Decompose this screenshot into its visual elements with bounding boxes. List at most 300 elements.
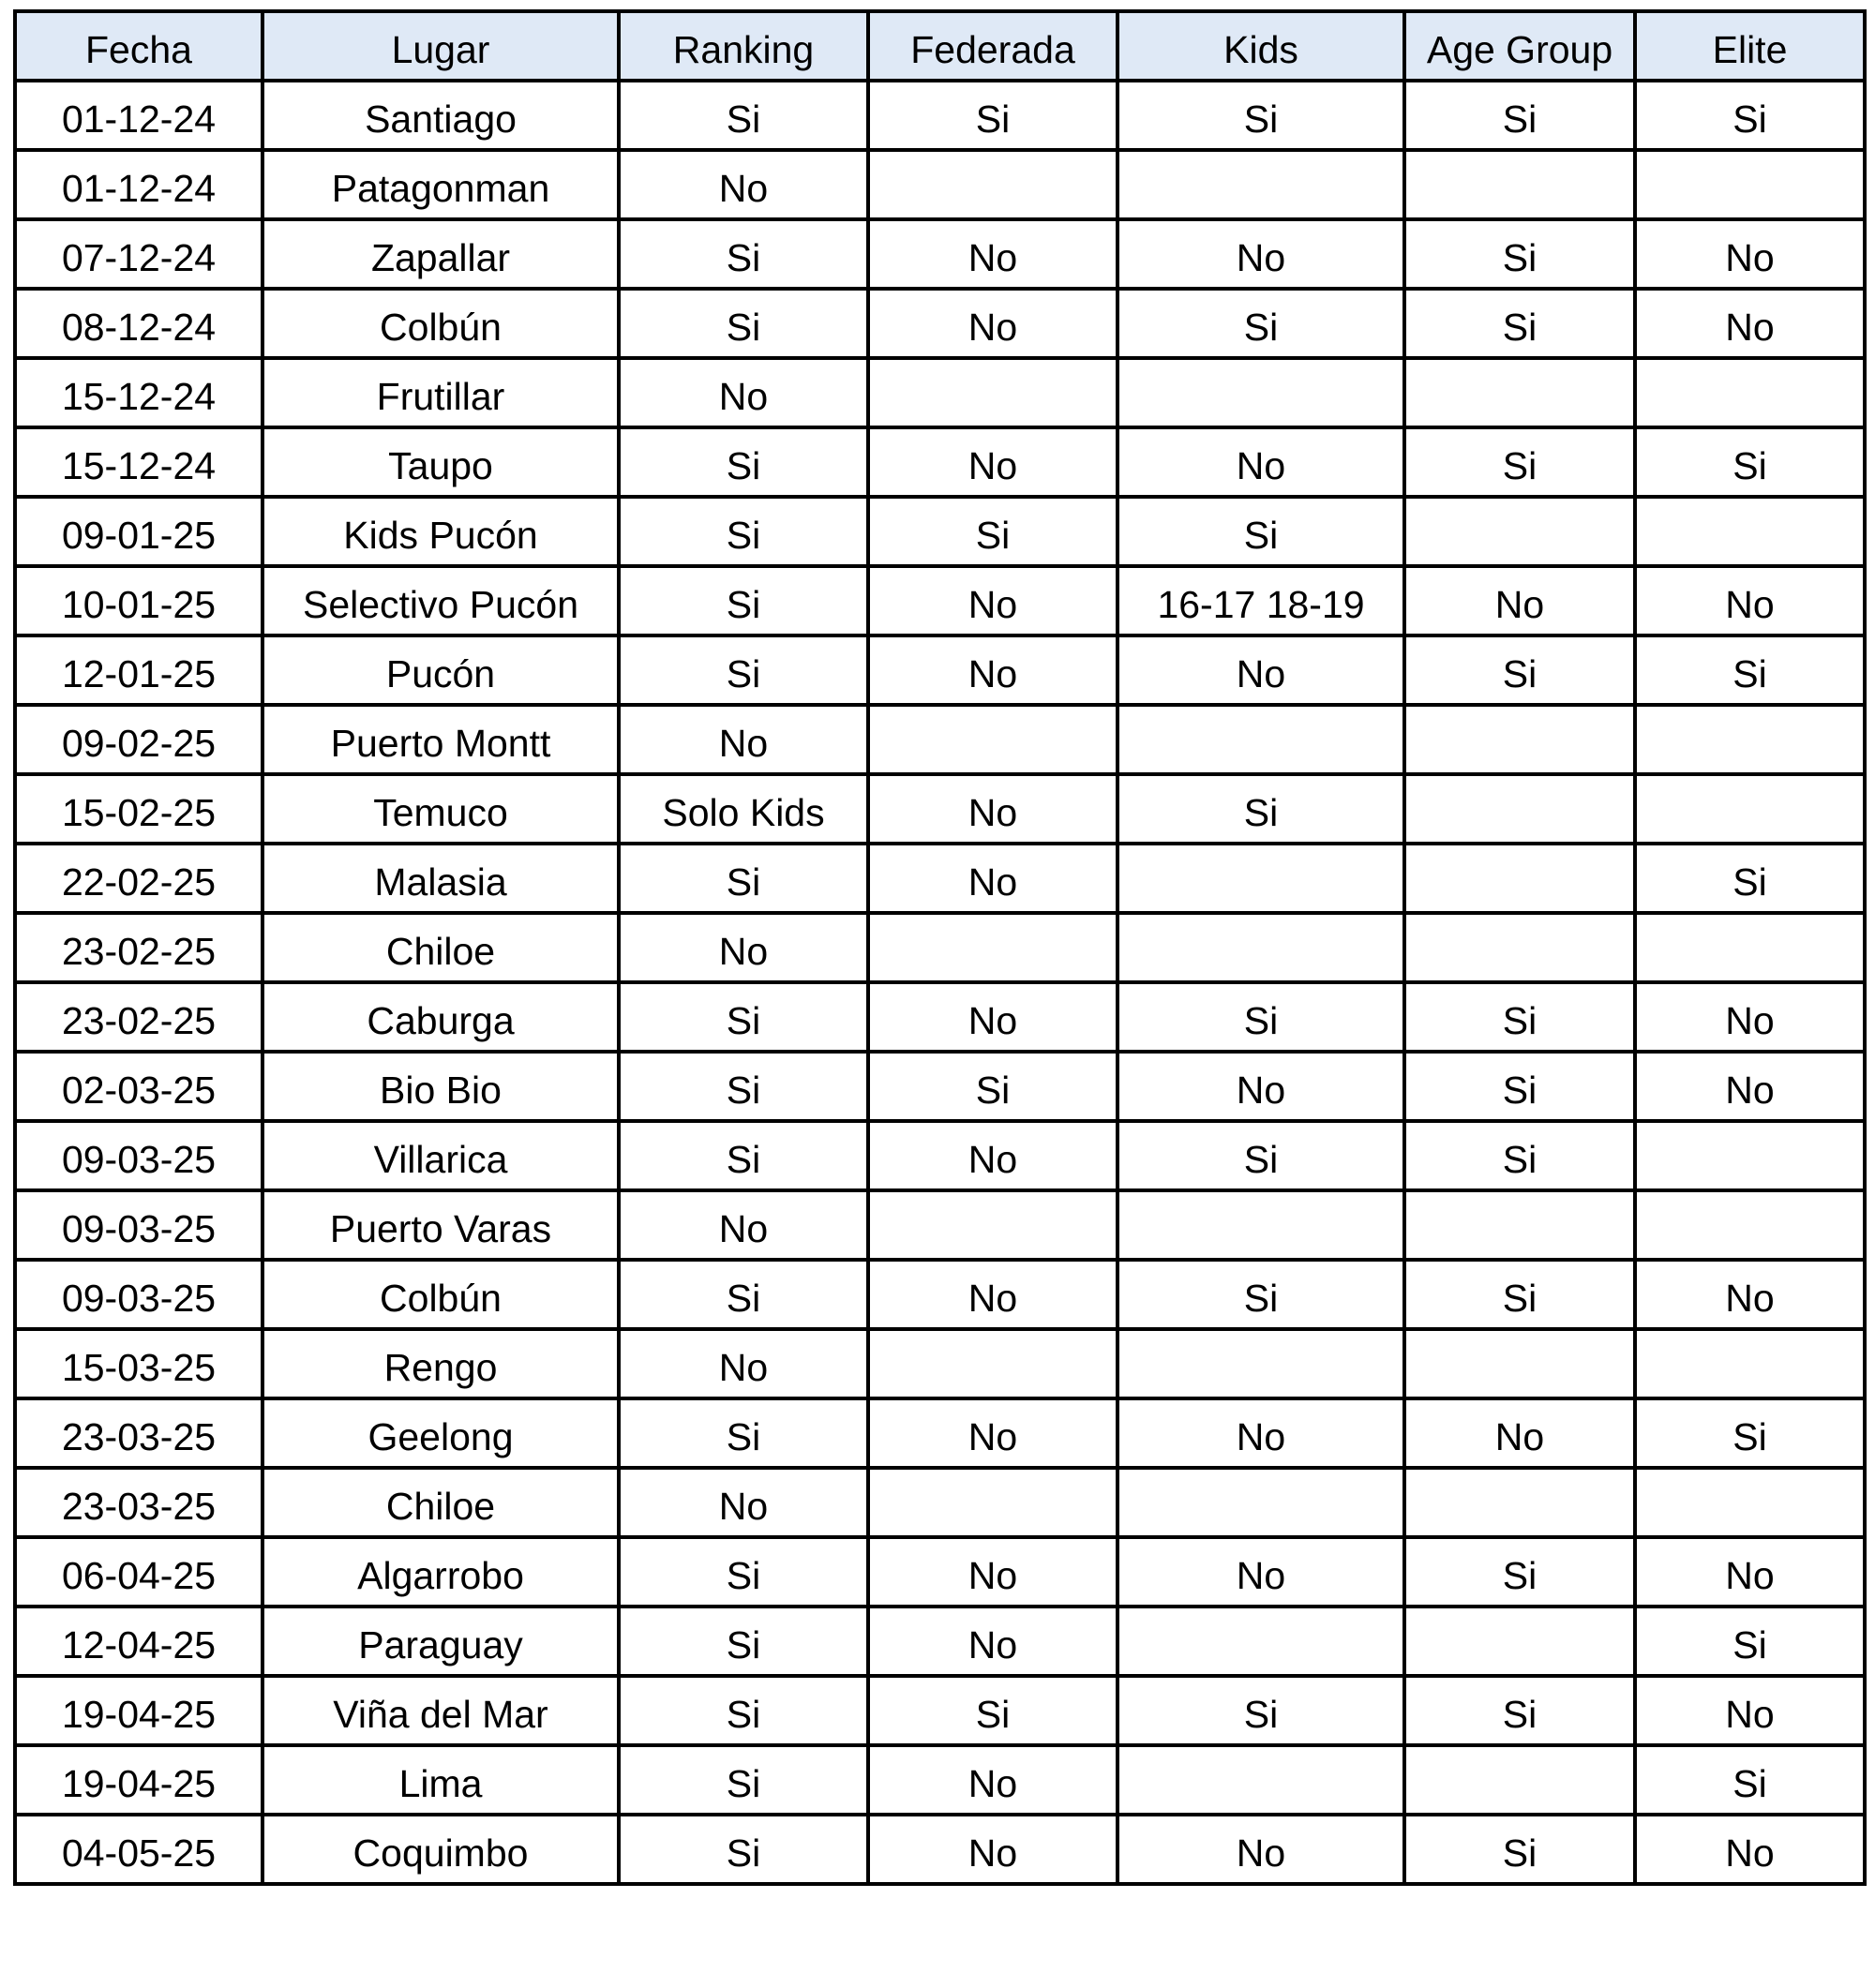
cell-age-group [1404, 1398, 1635, 1468]
cell-ranking-value: Si [726, 1276, 761, 1320]
header-ranking-label: Ranking [672, 27, 815, 71]
cell-elite [1635, 1398, 1865, 1468]
cell-age-group-value: Si [1502, 97, 1538, 141]
cell-lugar [262, 1537, 619, 1607]
cell-kids [1118, 1329, 1404, 1398]
cell-lugar-value: Taupo [388, 443, 493, 487]
cell-lugar [262, 358, 619, 427]
cell-elite-value: Si [1732, 1414, 1767, 1458]
cell-elite-value: No [1725, 1692, 1775, 1736]
header-age-group [1404, 11, 1635, 81]
cell-lugar-value: Frutillar [376, 374, 505, 418]
cell-kids [1118, 1468, 1404, 1537]
cell-fecha-value: 23-02-25 [61, 998, 217, 1042]
cell-elite-value: No [1725, 1831, 1775, 1875]
cell-lugar [262, 1815, 619, 1884]
cell-kids [1118, 1815, 1404, 1884]
cell-age-group [1404, 635, 1635, 705]
table-row [15, 427, 1865, 497]
cell-fecha-value: 12-04-25 [61, 1622, 217, 1667]
cell-kids [1118, 1052, 1404, 1121]
cell-ranking [619, 705, 868, 774]
cell-fecha-value: 15-03-25 [61, 1345, 217, 1389]
cell-lugar-value: Viña del Mar [333, 1692, 548, 1736]
cell-ranking [619, 1190, 868, 1260]
cell-kids [1118, 1745, 1404, 1815]
cell-federada [868, 497, 1118, 566]
cell-ranking-value: No [718, 929, 769, 973]
cell-lugar [262, 289, 619, 358]
cell-fecha [15, 774, 262, 844]
cell-ranking-value: No [718, 721, 769, 765]
cell-age-group [1404, 1676, 1635, 1745]
cell-age-group [1404, 1537, 1635, 1607]
cell-fecha-value: 02-03-25 [61, 1068, 217, 1112]
table-row [15, 1190, 1865, 1260]
cell-federada [868, 150, 1118, 219]
cell-age-group-value: Si [1502, 1831, 1538, 1875]
cell-age-group [1404, 1815, 1635, 1884]
cell-ranking-value: Si [726, 1068, 761, 1112]
cell-fecha [15, 1052, 262, 1121]
cell-elite-value: No [1725, 235, 1775, 279]
cell-fecha-value: 06-04-25 [61, 1553, 217, 1597]
cell-lugar-value: Coquimbo [352, 1831, 529, 1875]
cell-fecha-value: 23-02-25 [61, 929, 217, 973]
schedule-table [13, 9, 1867, 1886]
cell-lugar [262, 982, 619, 1052]
cell-ranking [619, 1121, 868, 1190]
cell-lugar [262, 497, 619, 566]
cell-elite [1635, 427, 1865, 497]
cell-elite [1635, 1329, 1865, 1398]
cell-federada-value: No [968, 1137, 1018, 1181]
cell-ranking [619, 427, 868, 497]
cell-federada [868, 566, 1118, 635]
cell-lugar-value: Colbún [380, 305, 502, 349]
cell-lugar-value: Zapallar [370, 235, 511, 279]
cell-federada [868, 1329, 1118, 1398]
cell-federada [868, 844, 1118, 913]
table-row [15, 774, 1865, 844]
header-lugar [262, 11, 619, 81]
cell-lugar-value: Rengo [383, 1345, 498, 1389]
cell-fecha [15, 219, 262, 289]
cell-lugar-value: Geelong [368, 1414, 514, 1458]
cell-ranking [619, 982, 868, 1052]
cell-age-group-value: No [1494, 582, 1545, 626]
table-row [15, 635, 1865, 705]
cell-lugar [262, 566, 619, 635]
cell-ranking [619, 1468, 868, 1537]
cell-lugar [262, 1676, 619, 1745]
cell-fecha [15, 705, 262, 774]
cell-age-group-value: Si [1502, 998, 1538, 1042]
cell-lugar [262, 913, 619, 982]
cell-lugar-value: Caburga [367, 998, 515, 1042]
cell-ranking [619, 1537, 868, 1607]
cell-lugar-value: Pucón [385, 651, 496, 695]
table-body [15, 81, 1865, 1884]
cell-ranking-value: Si [726, 1831, 761, 1875]
cell-lugar [262, 150, 619, 219]
cell-federada-value: Si [975, 1692, 1011, 1736]
cell-fecha [15, 1329, 262, 1398]
cell-federada [868, 982, 1118, 1052]
cell-kids [1118, 1121, 1404, 1190]
cell-ranking [619, 566, 868, 635]
cell-federada-value: No [968, 1276, 1018, 1320]
cell-kids-value: No [1236, 1553, 1286, 1597]
cell-fecha-value: 09-03-25 [61, 1206, 217, 1250]
table-row [15, 1398, 1865, 1468]
cell-elite-value: Si [1732, 97, 1767, 141]
cell-federada-value: No [968, 998, 1018, 1042]
cell-fecha [15, 1607, 262, 1676]
cell-fecha-value: 19-04-25 [61, 1761, 217, 1805]
cell-ranking-value: No [718, 166, 769, 210]
cell-elite-value: Si [1732, 443, 1767, 487]
cell-lugar-value: Selectivo Pucón [302, 582, 578, 626]
cell-kids-value: Si [1243, 1137, 1279, 1181]
table-row [15, 497, 1865, 566]
cell-lugar-value: Puerto Montt [330, 721, 551, 765]
cell-ranking [619, 1398, 868, 1468]
cell-fecha-value: 01-12-24 [61, 166, 217, 210]
cell-fecha-value: 15-12-24 [61, 374, 217, 418]
cell-lugar [262, 1468, 619, 1537]
cell-ranking-value: Si [726, 1137, 761, 1181]
cell-kids [1118, 982, 1404, 1052]
cell-fecha [15, 358, 262, 427]
cell-ranking-value: Si [726, 859, 761, 904]
cell-kids [1118, 1676, 1404, 1745]
cell-age-group [1404, 81, 1635, 150]
cell-federada-value: No [968, 859, 1018, 904]
cell-lugar-value: Chiloe [385, 1484, 496, 1528]
cell-kids [1118, 427, 1404, 497]
cell-ranking-value: No [718, 374, 769, 418]
cell-kids [1118, 1537, 1404, 1607]
cell-age-group [1404, 1260, 1635, 1329]
cell-federada-value: No [968, 1622, 1018, 1667]
cell-elite [1635, 982, 1865, 1052]
cell-ranking [619, 1607, 868, 1676]
cell-age-group [1404, 844, 1635, 913]
cell-age-group-value: Si [1502, 1137, 1538, 1181]
cell-kids [1118, 219, 1404, 289]
cell-lugar-value: Algarrobo [357, 1553, 524, 1597]
cell-federada [868, 427, 1118, 497]
cell-kids-value: Si [1243, 790, 1279, 834]
cell-lugar [262, 1121, 619, 1190]
cell-age-group-value: No [1494, 1414, 1545, 1458]
table-row [15, 566, 1865, 635]
cell-ranking-value: Si [726, 1414, 761, 1458]
table-row [15, 1745, 1865, 1815]
table-row [15, 358, 1865, 427]
cell-fecha [15, 1815, 262, 1884]
cell-lugar-value: Paraguay [358, 1622, 523, 1667]
cell-kids [1118, 774, 1404, 844]
cell-elite-value: Si [1732, 1761, 1767, 1805]
cell-federada [868, 219, 1118, 289]
cell-kids-value: Si [1243, 1692, 1279, 1736]
cell-elite [1635, 1121, 1865, 1190]
cell-elite [1635, 1815, 1865, 1884]
cell-ranking [619, 219, 868, 289]
cell-elite [1635, 1468, 1865, 1537]
cell-ranking [619, 635, 868, 705]
cell-age-group [1404, 427, 1635, 497]
table-row [15, 844, 1865, 913]
cell-ranking-value: Si [726, 1553, 761, 1597]
cell-fecha-value: 23-03-25 [61, 1414, 217, 1458]
cell-ranking [619, 1052, 868, 1121]
cell-kids [1118, 81, 1404, 150]
cell-kids-value: Si [1243, 1276, 1279, 1320]
cell-age-group-value: Si [1502, 305, 1538, 349]
cell-federada [868, 289, 1118, 358]
cell-elite-value: No [1725, 582, 1775, 626]
cell-federada-value: No [968, 582, 1018, 626]
cell-lugar-value: Colbún [380, 1276, 502, 1320]
cell-federada [868, 1052, 1118, 1121]
cell-fecha-value: 07-12-24 [61, 235, 217, 279]
cell-ranking [619, 1676, 868, 1745]
cell-kids-value: Si [1243, 998, 1279, 1042]
table-row [15, 1052, 1865, 1121]
cell-fecha-value: 12-01-25 [61, 651, 217, 695]
cell-ranking-value: No [718, 1206, 769, 1250]
cell-age-group-value: Si [1502, 651, 1538, 695]
cell-fecha-value: 09-03-25 [61, 1137, 217, 1181]
cell-ranking [619, 774, 868, 844]
header-elite-label: Elite [1712, 27, 1788, 71]
cell-ranking-value: Solo Kids [662, 790, 825, 834]
cell-federada-value: No [968, 1761, 1018, 1805]
table-row [15, 1121, 1865, 1190]
cell-lugar [262, 219, 619, 289]
table-row [15, 1676, 1865, 1745]
cell-federada [868, 635, 1118, 705]
table-row [15, 705, 1865, 774]
cell-elite-value: No [1725, 998, 1775, 1042]
cell-age-group [1404, 913, 1635, 982]
cell-lugar-value: Santiago [365, 97, 517, 141]
cell-elite [1635, 1537, 1865, 1607]
cell-kids [1118, 497, 1404, 566]
cell-federada [868, 1468, 1118, 1537]
cell-elite [1635, 289, 1865, 358]
header-elite [1635, 11, 1865, 81]
cell-lugar [262, 635, 619, 705]
cell-age-group [1404, 150, 1635, 219]
cell-age-group [1404, 1052, 1635, 1121]
cell-age-group [1404, 1745, 1635, 1815]
cell-kids [1118, 1398, 1404, 1468]
cell-federada [868, 1815, 1118, 1884]
cell-fecha [15, 982, 262, 1052]
cell-fecha-value: 04-05-25 [61, 1831, 217, 1875]
table-row [15, 150, 1865, 219]
cell-kids-value: No [1236, 1068, 1286, 1112]
cell-lugar [262, 1607, 619, 1676]
cell-federada [868, 1607, 1118, 1676]
cell-age-group [1404, 774, 1635, 844]
cell-ranking-value: Si [726, 1622, 761, 1667]
cell-elite [1635, 497, 1865, 566]
cell-lugar [262, 705, 619, 774]
table-row [15, 1468, 1865, 1537]
cell-kids [1118, 635, 1404, 705]
cell-lugar [262, 427, 619, 497]
cell-ranking-value: Si [726, 651, 761, 695]
cell-elite [1635, 566, 1865, 635]
cell-federada [868, 774, 1118, 844]
cell-age-group-value: Si [1502, 443, 1538, 487]
cell-lugar-value: Kids Pucón [343, 513, 538, 557]
cell-kids [1118, 150, 1404, 219]
header-federada-label: Federada [910, 27, 1075, 71]
header-fecha-label: Fecha [85, 27, 192, 71]
cell-elite-value: No [1725, 1276, 1775, 1320]
cell-ranking [619, 1260, 868, 1329]
cell-elite-value: Si [1732, 1622, 1767, 1667]
cell-federada-value: No [968, 1553, 1018, 1597]
cell-fecha [15, 913, 262, 982]
cell-federada-value: Si [975, 97, 1011, 141]
cell-elite [1635, 635, 1865, 705]
cell-age-group-value: Si [1502, 1553, 1538, 1597]
cell-kids-value: No [1236, 443, 1286, 487]
cell-age-group [1404, 1121, 1635, 1190]
cell-fecha-value: 09-02-25 [61, 721, 217, 765]
cell-elite [1635, 1260, 1865, 1329]
header-fecha [15, 11, 262, 81]
cell-kids-value: No [1236, 651, 1286, 695]
cell-kids [1118, 913, 1404, 982]
cell-fecha [15, 1190, 262, 1260]
cell-lugar [262, 844, 619, 913]
cell-elite [1635, 150, 1865, 219]
cell-federada [868, 1676, 1118, 1745]
cell-lugar-value: Patagonman [331, 166, 550, 210]
cell-elite-value: No [1725, 305, 1775, 349]
cell-fecha-value: 09-03-25 [61, 1276, 217, 1320]
cell-age-group-value: Si [1502, 1068, 1538, 1112]
cell-age-group [1404, 1329, 1635, 1398]
cell-fecha-value: 22-02-25 [61, 859, 217, 904]
cell-lugar [262, 774, 619, 844]
cell-elite [1635, 1052, 1865, 1121]
cell-elite-value: No [1725, 1553, 1775, 1597]
cell-age-group [1404, 497, 1635, 566]
cell-ranking-value: Si [726, 1761, 761, 1805]
cell-ranking-value: Si [726, 235, 761, 279]
cell-elite [1635, 1745, 1865, 1815]
cell-ranking [619, 497, 868, 566]
cell-ranking [619, 81, 868, 150]
cell-ranking [619, 1329, 868, 1398]
cell-fecha-value: 01-12-24 [61, 97, 217, 141]
cell-ranking [619, 844, 868, 913]
cell-lugar [262, 1329, 619, 1398]
cell-kids [1118, 566, 1404, 635]
table-row [15, 1607, 1865, 1676]
cell-federada-value: Si [975, 513, 1011, 557]
cell-age-group-value: Si [1502, 1692, 1538, 1736]
table-row [15, 982, 1865, 1052]
cell-lugar [262, 1190, 619, 1260]
cell-age-group-value: Si [1502, 235, 1538, 279]
cell-elite [1635, 774, 1865, 844]
cell-federada [868, 1537, 1118, 1607]
cell-fecha-value: 09-01-25 [61, 513, 217, 557]
cell-lugar [262, 81, 619, 150]
cell-lugar-value: Villarica [373, 1137, 508, 1181]
cell-fecha [15, 844, 262, 913]
cell-ranking [619, 1745, 868, 1815]
cell-lugar-value: Malasia [374, 859, 507, 904]
cell-federada [868, 1190, 1118, 1260]
cell-ranking [619, 1815, 868, 1884]
cell-kids [1118, 1190, 1404, 1260]
cell-kids [1118, 358, 1404, 427]
cell-kids-value: No [1236, 1414, 1286, 1458]
cell-fecha [15, 1537, 262, 1607]
table-row [15, 219, 1865, 289]
cell-ranking-value: Si [726, 998, 761, 1042]
cell-lugar-value: Puerto Varas [329, 1206, 552, 1250]
cell-lugar [262, 1398, 619, 1468]
cell-age-group [1404, 982, 1635, 1052]
cell-federada-value: No [968, 1831, 1018, 1875]
table-row [15, 913, 1865, 982]
cell-age-group [1404, 358, 1635, 427]
cell-ranking-value: Si [726, 305, 761, 349]
cell-ranking-value: Si [726, 443, 761, 487]
cell-elite-value: Si [1732, 651, 1767, 695]
cell-fecha [15, 1745, 262, 1815]
cell-kids-value: Si [1243, 305, 1279, 349]
cell-federada [868, 1121, 1118, 1190]
header-row [15, 11, 1865, 81]
cell-elite [1635, 81, 1865, 150]
cell-age-group [1404, 289, 1635, 358]
cell-age-group [1404, 1190, 1635, 1260]
cell-age-group [1404, 219, 1635, 289]
cell-fecha [15, 427, 262, 497]
cell-lugar-value: Lima [398, 1761, 483, 1805]
header-ranking [619, 11, 868, 81]
cell-lugar [262, 1052, 619, 1121]
cell-ranking-value: No [718, 1345, 769, 1389]
cell-fecha-value: 15-12-24 [61, 443, 217, 487]
cell-ranking-value: Si [726, 582, 761, 626]
table-row [15, 1329, 1865, 1398]
cell-fecha [15, 1468, 262, 1537]
cell-federada-value: No [968, 443, 1018, 487]
cell-elite [1635, 1607, 1865, 1676]
cell-lugar-value: Chiloe [385, 929, 496, 973]
table-row [15, 289, 1865, 358]
cell-federada [868, 81, 1118, 150]
cell-fecha-value: 08-12-24 [61, 305, 217, 349]
cell-federada-value: No [968, 790, 1018, 834]
cell-kids [1118, 1607, 1404, 1676]
cell-kids-value: 16-17 18-19 [1157, 582, 1365, 626]
